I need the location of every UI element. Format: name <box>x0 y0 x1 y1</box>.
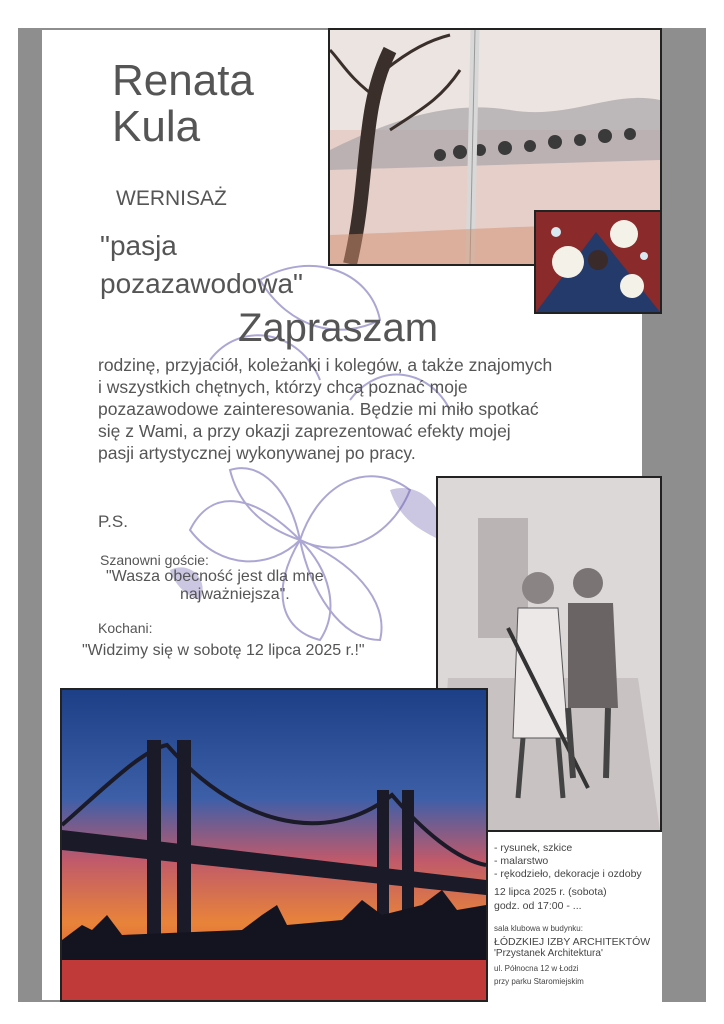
info-item: - rękodzieło, dekoracje i ozdoby <box>494 868 642 880</box>
guests-quote-line1: "Wasza obecność jest dla mne <box>106 568 324 585</box>
invite-line: się z Wami, a przy okazji zaprezentować efekty mojej <box>98 421 511 441</box>
dear-quote: "Widzimy się w sobotę 12 lipca 2025 r.!" <box>82 642 365 659</box>
painting-bridge-sunset <box>60 688 488 1002</box>
info-venue-name: ŁÓDZKIEJ IZBY ARCHITEKTÓW <box>494 936 651 948</box>
exhibition-title-line2: pozazawodowa" <box>100 268 303 299</box>
guests-quote-line2: najważniejsza". <box>180 586 290 603</box>
event-label: WERNISAŻ <box>116 187 227 210</box>
photo-bouquet <box>534 210 662 314</box>
artist-last-name: Kula <box>112 102 201 151</box>
invite-line: pozazawodowe zainteresowania. Będzie mi miło spotkać <box>98 399 539 419</box>
info-date: 12 lipca 2025 r. (sobota) <box>494 886 607 898</box>
exhibition-title-line1: "pasja <box>100 230 177 261</box>
info-time: godz. od 17:00 - ... <box>494 900 582 912</box>
info-address: ul. Północna 12 w Łodzi <box>494 964 579 973</box>
guests-label: Szanowni goście: <box>100 552 209 568</box>
invite-heading: Zapraszam <box>238 306 439 350</box>
info-venue-intro: sala klubowa w budynku: <box>494 924 583 933</box>
invite-line: rodzinę, przyjaciół, koleżanki i kolegów, a także znajomych <box>98 355 553 375</box>
dear-label: Kochani: <box>98 620 153 636</box>
invite-line: i wszystkich chętnych, którzy chcą poznać moje <box>98 377 468 397</box>
info-venue-sub: 'Przystanek Architektura' <box>494 948 603 959</box>
info-item: - malarstwo <box>494 855 549 867</box>
ps-label: P.S. <box>98 512 128 531</box>
event-info-box <box>486 830 662 1002</box>
info-item: - rysunek, szkice <box>494 842 573 854</box>
artist-first-name: Renata <box>112 56 254 105</box>
info-near: przy parku Staromiejskim <box>494 977 584 986</box>
invite-line: pasji artystycznej wykonywanej po pracy. <box>98 443 416 463</box>
